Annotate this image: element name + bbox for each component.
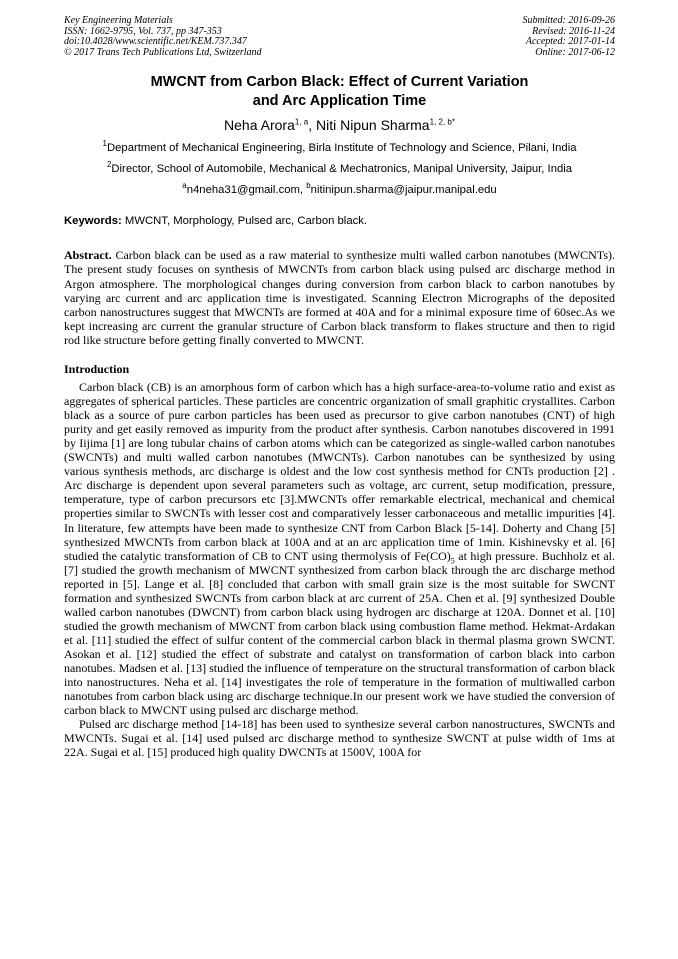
journal-header xyxy=(64,16,615,58)
title-line-1: MWCNT from Carbon Black: Effect of Current Variation xyxy=(150,74,529,91)
keywords xyxy=(64,214,615,228)
affiliation-1-text: Department of Mechanical Engineering, Birla Institute of Technology and Science, Pilani, India xyxy=(106,142,577,155)
email-2-sup: b xyxy=(306,181,311,191)
intro-paragraph-1-subscript: 5 xyxy=(450,555,455,565)
abstract xyxy=(64,248,615,347)
author-emails xyxy=(64,183,615,197)
intro-paragraph-2: Pulsed arc discharge method [14-18] has been used to synthesize several carbon nanostructures, SWCNTs and MWCNTs. Sugai et al. [14] used pulsed arc discharge method to synthesize SWCNT at pulse width of 1ms at 22A. Sugai et al. [15] produced high quality DWCNTs at 1500V, 100A for xyxy=(64,717,615,760)
author-list xyxy=(64,116,615,134)
abstract-label: Abstract. xyxy=(64,248,112,263)
journal-name: Key Engineering Materials xyxy=(64,15,173,26)
affiliation-1 xyxy=(64,141,615,155)
intro-paragraph-1-part-a: Carbon black (CB) is an amorphous form of carbon which has a high surface-area-to-volume ratio and exist as aggregates of spherical particles. These particles are concentric organization of small graphitic crystallites. Carbon black as a source of pure carbon particles has been used as precursor to give carbon nanotubes (CNT) of high purity and get easily removed as impurity from the product after synthesis. Carbon nanotubes discovered in 1991 by Iijima [1] are long tubular chains of carbon atoms which can be categorized as single-walled carbon nanotubes (SWCNTs) and multi walled carbon nanotubes (MWCNTs). Carbon nanotubes can be synthesized by using various synthesis methods, arc discharge is oldest and the low cost synthesis method for CNTs production [2] . Arc discharge is dependent upon several parameters such as voltage, arc current, setup modification, pressure, temperature, type of carbon precursors etc [3].MWCNTs offer remarkable electrical, mechanical and chemical properties similar to SWCNTs with lesser cost and comparatively lesser carbonaceous and metallic impurities [4]. In literature, few attempts have been made to synthesize CNT from Carbon Black [5-14]. Doherty and Chang [5] synthesized MWCNTs from carbon black at 100A and at an arc application time of 1min. Kishinevsky et al. [6] studied the catalytic transformation of CB to CNT using thermolysis of Fe(CO) xyxy=(64,380,615,563)
section-heading-introduction: Introduction xyxy=(64,362,130,377)
affiliation-1-sup: 1 xyxy=(102,139,107,149)
author-2-sup: 1, 2, b* xyxy=(429,117,455,127)
email-1: n4neha31@gmail.com, xyxy=(186,184,307,197)
affiliation-2-sup: 2 xyxy=(106,160,112,170)
submission-dates xyxy=(523,16,616,58)
title-line-2: and Arc Application Time xyxy=(252,93,427,110)
keywords-label: Keywords: xyxy=(64,215,122,228)
keywords-text: MWCNT, Morphology, Pulsed arc, Carbon black. xyxy=(121,215,368,228)
email-1-sup: a xyxy=(182,181,187,191)
paper-title xyxy=(64,73,615,111)
affiliation-2 xyxy=(64,162,615,176)
author-1-name: Neha Arora xyxy=(224,117,295,134)
journal-doi: doi:10.4028/www.scientific.net/KEM.737.347 xyxy=(64,36,247,48)
intro-paragraph-1 xyxy=(64,380,615,717)
email-2: nitinipun.sharma@jaipur.manipal.edu xyxy=(310,184,497,197)
author-1-sup: 1, a xyxy=(294,117,309,127)
journal-issn: ISSN: 1662-9795, Vol. 737, pp 347-353 xyxy=(64,25,222,37)
date-revised: Revised: 2016-11-24 xyxy=(532,25,615,37)
abstract-text: Carbon black can be used as a raw material to synthesize multi walled carbon nanotubes (MWCNTs). The present study focuses on synthesis of MWCNTs from carbon black using pulsed arc discharge method in Argon atmosphere. The morphological changes during conversion from carbon black to carbon nanotubes by varying arc current and arc application time is investigated. Scanning Electron Micrographs of the deposited carbon nanostructures suggest that MWCNTs are formed at 40A and for a minimal exposure time of 60sec.As we kept increasing arc current the granular structure of Carbon black transform to flakes structure and then to rigid rod like structure before getting finally converted to MWCNT. xyxy=(64,248,615,347)
journal-copyright: © 2017 Trans Tech Publications Ltd, Switzerland xyxy=(64,46,262,58)
author-separator: , xyxy=(308,117,316,134)
intro-paragraph-1-part-b: at high pressure. Buchholz et al. [7] studied the growth mechanism of MWCNT synthesized from carbon black through the arc discharge method reported in [5]. Lange et al. [8] concluded that carbon with small grain size is the most suitable for SWCNT formation and synthesized SWCNTs from carbon black at arc current of 25A. Chen et al. [9] synthesized Double walled carbon nanotubes (DWCNT) from carbon black using hydrogen arc discharge at 120A. Donnet et al. [10] studied the growth mechanism of MWCNT from carbon black using combustion flame method. Hekmat-Ardakan et al. [11] studied the effect of sulfur content of the commercial carbon black in thermal plasma grown SWCNT. Asokan et al. [12] studied the effect of substrate and catalyst on transformation of carbon black into carbon nanotubes. Madsen et al. [13] studied the influence of temperature on the structural transformation of carbon black into nanostructures. Neha et al. [14] investigates the role of temperature in the formation of multiwalled carbon nanotubes from carbon black using arc discharge technique.In our present work we have studied the conversion of carbon black to MWCNT using pulsed arc discharge method. xyxy=(64,548,615,718)
date-accepted: Accepted: 2017-01-14 xyxy=(525,36,615,48)
date-submitted: Submitted: 2016-09-26 xyxy=(522,15,615,26)
date-online: Online: 2017-06-12 xyxy=(535,46,615,58)
journal-info xyxy=(64,16,262,58)
affiliation-2-text: Director, School of Automobile, Mechanical & Mechatronics, Manipal University, Jaipur, India xyxy=(111,163,573,176)
author-2-name: Niti Nipun Sharma xyxy=(315,117,430,134)
